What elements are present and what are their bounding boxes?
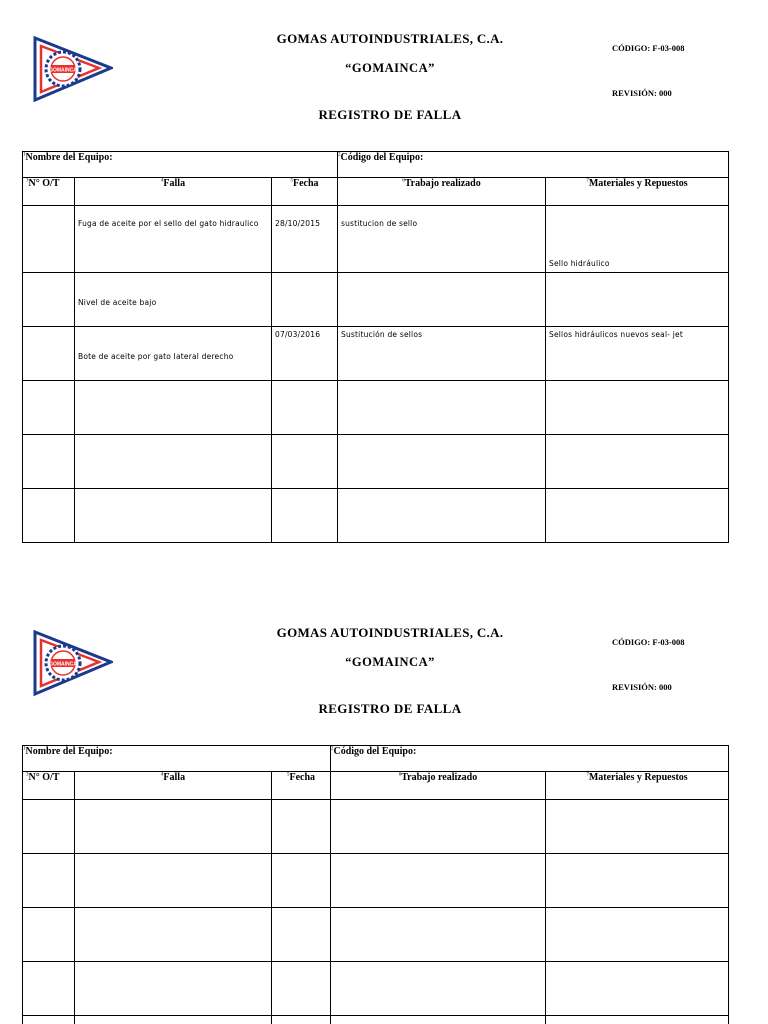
company-name: GOMAS AUTOINDUSTRIALES, C.A. — [276, 625, 504, 640]
cell-materiales[interactable] — [546, 273, 729, 327]
svg-text:GOMAINCA: GOMAINCA — [49, 661, 77, 668]
cell-trabajo[interactable] — [331, 908, 546, 962]
cell-fecha[interactable] — [272, 381, 338, 435]
cell-materiales[interactable] — [546, 908, 729, 962]
cell-fecha[interactable] — [272, 273, 338, 327]
col-header-trabajo: $^6$Trabajo realizado — [338, 178, 546, 206]
cell-fecha[interactable] — [272, 908, 331, 962]
cell-falla[interactable]: Fuga de aceite por el sello del gato hidraulico — [75, 206, 272, 273]
equipment-info-row — [23, 746, 729, 772]
gomainca-logo — [33, 34, 113, 106]
document-revision: REVISIÓN: 000 — [612, 88, 672, 98]
cell-fecha[interactable]: 28/10/2015 — [272, 206, 338, 273]
cell-trabajo[interactable] — [331, 1016, 546, 1024]
svg-text:GOMAINCA: GOMAINCA — [49, 67, 77, 74]
cell-fecha[interactable] — [272, 1016, 331, 1024]
col-header-falla: $^4$Falla — [75, 772, 272, 800]
table-row — [23, 327, 729, 381]
gomainca-logo — [33, 628, 113, 700]
cell-materiales[interactable] — [546, 435, 729, 489]
document-revision: REVISIÓN: 000 — [612, 682, 672, 692]
company-name: GOMAS AUTOINDUSTRIALES, C.A. — [276, 31, 504, 46]
table-row — [23, 273, 729, 327]
table-row — [23, 962, 729, 1016]
equipment-code-field[interactable]: $^2$Código del Equipo: — [338, 152, 729, 178]
cell-materiales[interactable] — [546, 1016, 729, 1024]
equipment-name-field[interactable]: $^1$Nombre del Equipo: — [23, 746, 331, 772]
cell-trabajo[interactable] — [338, 273, 546, 327]
table-row — [23, 435, 729, 489]
col-header-materiales: $^7$Materiales y Repuestos — [546, 178, 729, 206]
cell-materiales[interactable] — [546, 800, 729, 854]
cell-materiales[interactable]: Sellos hidráulicos nuevos seal- jet — [546, 327, 729, 381]
cell-fecha[interactable] — [272, 800, 331, 854]
col-header-fecha: $^5$Fecha — [272, 178, 338, 206]
equipment-code-field[interactable]: $^2$Código del Equipo: — [331, 746, 729, 772]
cell-ot[interactable] — [23, 435, 75, 489]
cell-trabajo[interactable] — [338, 381, 546, 435]
cell-trabajo[interactable]: sustitucion de sello — [338, 206, 546, 273]
cell-falla[interactable] — [75, 962, 272, 1016]
document-code: CÓDIGO: F-03-008 — [612, 43, 685, 53]
equipment-info-row — [23, 152, 729, 178]
cell-fecha[interactable] — [272, 435, 338, 489]
cell-trabajo[interactable] — [331, 800, 546, 854]
cell-ot[interactable] — [23, 800, 75, 854]
cell-ot[interactable] — [23, 854, 75, 908]
col-header-materiales: $^7$Materiales y Repuestos — [546, 772, 729, 800]
cell-falla[interactable] — [75, 489, 272, 543]
cell-ot[interactable] — [23, 908, 75, 962]
cell-ot[interactable] — [23, 1016, 75, 1024]
table-row — [23, 908, 729, 962]
cell-materiales[interactable]: Sello hidráulico — [546, 206, 729, 273]
cell-falla[interactable]: Bote de aceite por gato lateral derecho — [75, 327, 272, 381]
cell-falla[interactable] — [75, 1016, 272, 1024]
failure-register-table — [22, 151, 729, 543]
table-row — [23, 854, 729, 908]
cell-falla[interactable] — [75, 908, 272, 962]
cell-falla[interactable] — [75, 381, 272, 435]
table-row — [23, 1016, 729, 1024]
document-title: REGISTRO DE FALLA — [318, 701, 462, 716]
col-header-trabajo: $^6$Trabajo realizado — [331, 772, 546, 800]
table-row — [23, 381, 729, 435]
table-row — [23, 206, 729, 273]
cell-falla[interactable]: Nivel de aceite bajo — [75, 273, 272, 327]
column-header-row — [23, 772, 729, 800]
cell-trabajo[interactable] — [338, 435, 546, 489]
company-nickname: “GOMAINCA” — [345, 61, 435, 75]
column-header-row — [23, 178, 729, 206]
cell-materiales[interactable] — [546, 854, 729, 908]
cell-ot[interactable] — [23, 273, 75, 327]
cell-trabajo[interactable] — [338, 489, 546, 543]
cell-falla[interactable] — [75, 800, 272, 854]
cell-falla[interactable] — [75, 854, 272, 908]
cell-fecha[interactable] — [272, 854, 331, 908]
cell-fecha[interactable]: 07/03/2016 — [272, 327, 338, 381]
equipment-name-field[interactable]: $^1$Nombre del Equipo: — [23, 152, 338, 178]
col-header-fecha: $^5$Fecha — [272, 772, 331, 800]
cell-trabajo[interactable] — [331, 854, 546, 908]
cell-ot[interactable] — [23, 381, 75, 435]
document-title: REGISTRO DE FALLA — [318, 107, 462, 122]
form-page-2 — [0, 594, 768, 1024]
cell-falla[interactable] — [75, 435, 272, 489]
company-nickname: “GOMAINCA” — [345, 655, 435, 669]
col-header-ot: $^3$N° O/T — [23, 178, 75, 206]
cell-trabajo[interactable]: Sustitución de sellos — [338, 327, 546, 381]
document-code: CÓDIGO: F-03-008 — [612, 637, 685, 647]
table-row — [23, 800, 729, 854]
cell-trabajo[interactable] — [331, 962, 546, 1016]
table-row — [23, 489, 729, 543]
cell-materiales[interactable] — [546, 381, 729, 435]
failure-register-table — [22, 745, 729, 1024]
col-header-falla: $^4$Falla — [75, 178, 272, 206]
cell-materiales[interactable] — [546, 962, 729, 1016]
cell-ot[interactable] — [23, 962, 75, 1016]
cell-ot[interactable] — [23, 489, 75, 543]
cell-fecha[interactable] — [272, 489, 338, 543]
cell-ot[interactable] — [23, 206, 75, 273]
cell-fecha[interactable] — [272, 962, 331, 1016]
cell-materiales[interactable] — [546, 489, 729, 543]
col-header-ot: $^3$N° O/T — [23, 772, 75, 800]
cell-ot[interactable] — [23, 327, 75, 381]
